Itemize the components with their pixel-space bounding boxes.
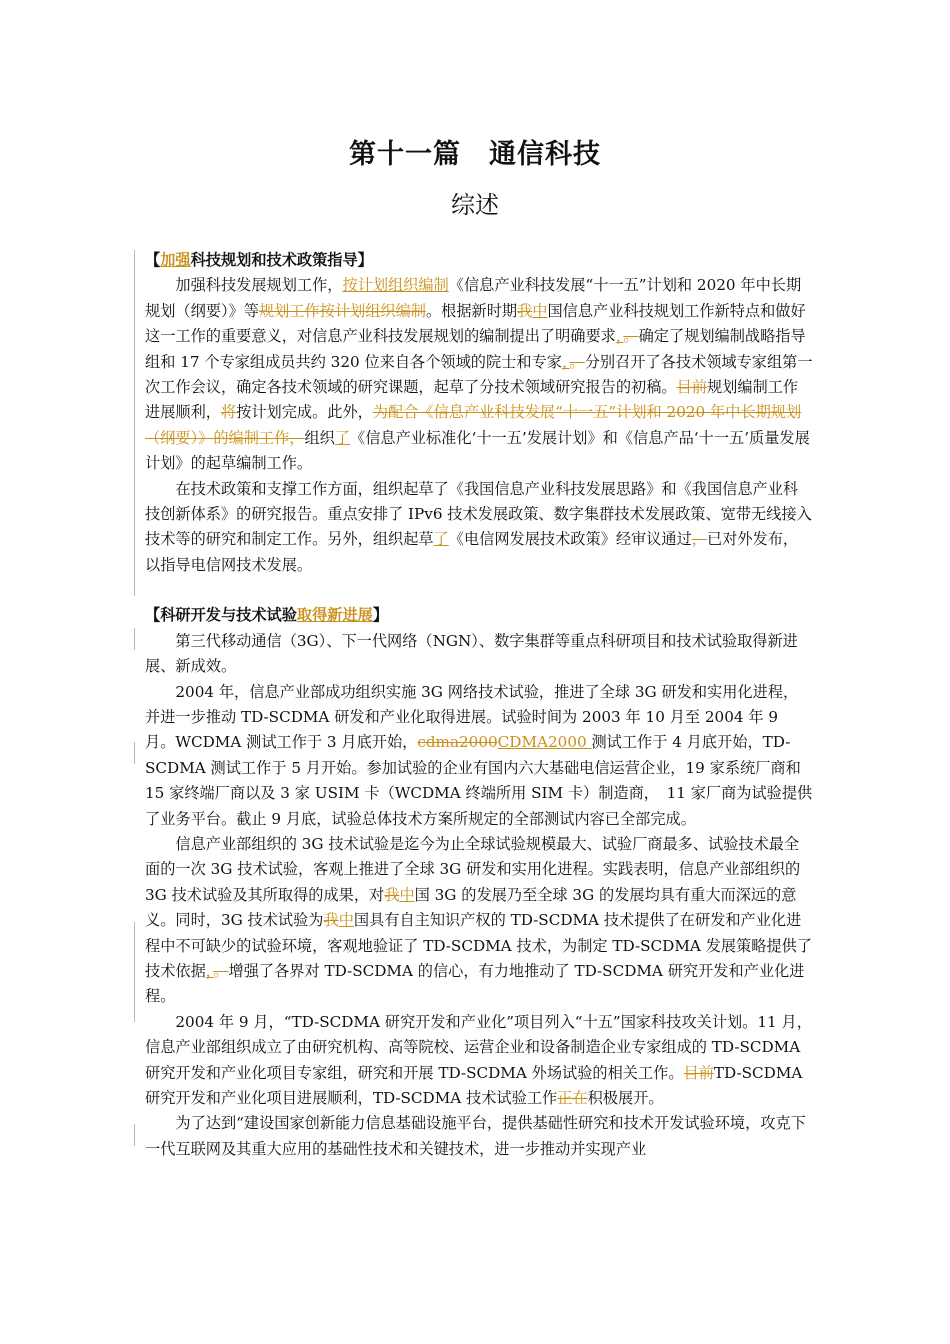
text-run: 测试工作于 4 月底开始，TD-SCDMA 测试工作于 5 月开始。参加试验的企业有国内六大基础电信运营企业，19 家系统厂商和 15 家终端厂商以及 3 家 USIM 卡（WCDMA 终端所用 SIM 卡）制造商， 11 家厂商为试验提供了业务平台。截止 9 月底，试验总体技术方案所规定的全部测试内容已全部完成。 xyxy=(145,733,813,828)
change-bar xyxy=(134,742,135,764)
text-run: 《信息产业科技发展“十一五”计划和 2020 年中长期规划（纲要）》等 xyxy=(145,276,802,320)
paragraph xyxy=(145,273,813,476)
paragraph xyxy=(145,629,813,680)
tracked-deletion: 目前 xyxy=(683,1063,714,1082)
tracked-deletion: 将 xyxy=(220,403,237,422)
text-run: 规划编制工作进展顺利， xyxy=(145,378,799,422)
text-run: 国 3G 的发展乃至全球 3G 的发展均具有重大而深远的意义。同时，3G 技术试验为 xyxy=(145,885,797,930)
tracked-insertion: 中 xyxy=(338,911,354,930)
tracked-deletion: 目前 xyxy=(676,378,707,397)
tracked-deletion: 。 xyxy=(623,327,639,346)
change-bar xyxy=(134,628,135,650)
paragraph xyxy=(145,680,813,832)
tracked-insertion: 取得新进展 xyxy=(296,606,373,625)
tracked-insertion: 加强 xyxy=(160,251,191,269)
tracked-deletion: 。 xyxy=(213,961,229,980)
tracked-deletion: 为配合《信息产业科技发展“十一五”计划和 2020 年中长期规划（纲要）》的编制工作， xyxy=(145,403,802,447)
text-run: 在技术政策和支撑工作方面，组织起草了《我国信息产业科技发展思路》和《我国信息产业科技创新体系》的研究报告。重点安排了 IPv6 技术发展政策、数字集群技术发展政策、宽带无线接入技术等的研究和制定工作。另外，组织起草 xyxy=(145,479,812,549)
text-run: 科技规划和技术政策指导】 xyxy=(190,251,373,269)
text-run: 增强了各界对 TD-SCDMA 的信心，有力地推动了 TD-SCDMA 研究开发和产业化进程。 xyxy=(145,961,805,1006)
tracked-deletion: ， xyxy=(691,530,707,549)
paragraph xyxy=(145,1111,813,1162)
section-heading xyxy=(145,603,813,628)
section-gap xyxy=(145,578,813,603)
tracked-deletion: 正在 xyxy=(557,1089,588,1107)
text-run: 《信息产业标准化‘十一五’发展计划》和《信息产品‘十一五’质量发展计划》的起草编制工作。 xyxy=(145,428,810,473)
section-heading xyxy=(145,248,813,273)
tracked-insertion: 按计划组织编制 xyxy=(342,276,449,295)
text-run: 确定了规划编制战略指导组和 17 个专家组成员共约 320 位来自各个领域的院士和专家 xyxy=(145,327,806,371)
tracked-insertion: CDMA2000 xyxy=(497,733,592,752)
tracked-deletion: 我 xyxy=(517,301,533,320)
tracked-insertion: 中 xyxy=(532,301,548,320)
text-run: 为了达到“建设国家创新能力信息基础设施平台，提供基础性研究和技术开发试验环境，攻克下一代互联网及其重大应用的基础性技术和关键技术，进一步推动并实现产业 xyxy=(145,1114,806,1158)
text-run: 第三代移动通信（3G）、下一代网络（NGN）、数字集群等重点科研项目和技术试验取得新进展、新成效。 xyxy=(145,631,798,676)
text-run: 加强科技发展规划工作， xyxy=(175,276,343,295)
text-run: 组织 xyxy=(304,428,335,447)
change-bar xyxy=(134,250,135,596)
text-run: 信息产业部组织的 3G 技术试验是迄今为止全球试验规模最大、试验厂商最多、试验技术最全面的一次 3G 技术试验，客观上推进了全球 3G 研发和实用化进程。实践表明，信息产业部组织的 3G 技术试验及其所取得的成果，对 xyxy=(145,834,801,904)
paragraph xyxy=(145,1010,813,1112)
tracked-insertion: 了 xyxy=(334,428,351,447)
change-bar xyxy=(134,1124,135,1146)
tracked-insertion: 了 xyxy=(433,530,449,549)
tracked-insertion: ， xyxy=(615,327,624,346)
paragraph xyxy=(145,477,813,579)
text-run: 积极展开。 xyxy=(587,1089,664,1107)
paragraph xyxy=(145,832,813,1010)
tracked-insertion: ， xyxy=(561,352,570,371)
tracked-deletion: 我 xyxy=(323,911,339,930)
text-run: TD-SCDMA 研究开发和产业化项目进展顺利，TD-SCDMA 技术试验工作 xyxy=(145,1063,803,1107)
page-subtitle: 综述 xyxy=(451,191,499,219)
document-body xyxy=(145,248,813,1162)
tracked-deletion: 规划工作按计划组织编制 xyxy=(258,301,426,320)
text-run: 按计划完成。此外， xyxy=(236,403,373,422)
text-run: 《电信网发展技术政策》经审议通过 xyxy=(448,530,692,549)
tracked-deletion: cdma2000 xyxy=(417,733,498,752)
text-run: 国信息产业科技规划工作新特点和做好这一工作的重要意义，对信息产业科技发展规划的编制提出了明确要求 xyxy=(145,301,806,346)
tracked-deletion: 。 xyxy=(569,352,585,371)
change-bar xyxy=(134,922,135,1022)
text-run: 2004 年 9 月，“TD-SCDMA 研究开发和产业化”项目列入“十五”国家科技攻关计划。11 月，信息产业部组织成立了由研究机构、高等院校、运营企业和设备制造企业专家组成的 TD-SCDMA 研究开发和产业化项目专家组，研究和开展 TD-SCDMA 外场试验的相关工作。 xyxy=(145,1012,812,1082)
text-run: 已对外发布，以指导电信网技术发展。 xyxy=(145,530,799,574)
tracked-insertion: 中 xyxy=(399,885,415,904)
page-title: 第十一篇 通信科技 xyxy=(349,139,601,170)
text-run: 【科研开发与技术试验 xyxy=(145,606,297,625)
tracked-deletion: 我 xyxy=(384,885,400,904)
text-run: 【 xyxy=(145,251,161,269)
text-run: 。根据新时期 xyxy=(425,301,518,320)
text-run: 分别召开了各技术领域专家组第一次工作会议，确定各技术领域的研究课题，起草了分技术领域研究报告的初稿。 xyxy=(145,352,813,397)
text-run: 】 xyxy=(372,606,388,625)
text-run: 国具有自主知识产权的 TD-SCDMA 技术提供了在研发和产业化进程中不可缺少的试验环境，客观地验证了 TD-SCDMA 技术，为制定 TD-SCDMA 发展策略提供了技术依据 xyxy=(145,911,813,980)
tracked-insertion: ， xyxy=(205,961,214,980)
text-run: 2004 年，信息产业部成功组织实施 3G 网络技术试验，推进了全球 3G 研发和实用化进程，并进一步推动 TD-SCDMA 研发和产业化取得进展。试验时间为 2003 年 10 月至 2004 年 9 月。WCDMA 测试工作于 3 月底开始， xyxy=(145,682,799,752)
